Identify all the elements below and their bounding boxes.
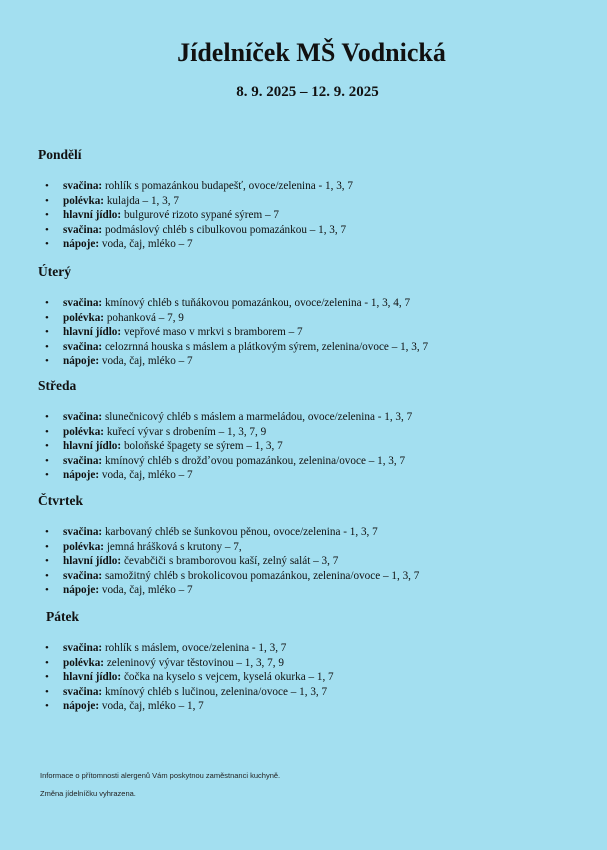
meal-text: boloňské špagety se sýrem – 1, 3, 7 — [123, 440, 283, 453]
meal-type: svačina: — [63, 297, 103, 309]
meal-text: voda, čaj, mléko – 7 — [101, 355, 193, 368]
meal-type: svačina: — [63, 685, 103, 698]
meal-text: kmínový chléb s lučinou, zelenina/ovoce – 1, 3, 7 — [104, 685, 328, 698]
date-range: 8. 9. 2025 – 12. 9. 2025 — [236, 84, 379, 100]
day-tuesday — [38, 264, 578, 369]
meal-type: hlavní jídlo: — [63, 671, 122, 684]
meal-type: polévka: — [63, 540, 105, 553]
meal-text: voda, čaj, mléko – 1, 7 — [101, 700, 204, 713]
page-title: Jídelníček MŠ Vodnická — [177, 38, 446, 67]
day-name: Pátek — [46, 609, 79, 624]
meal-text: vepřové maso v mrkvi s bramborem – 7 — [123, 326, 303, 339]
meal-type: hlavní jídlo: — [63, 555, 122, 568]
meal-text: čočka na kyselo s vejcem, kyselá okurka – 1, 7 — [123, 671, 334, 684]
day-monday — [38, 147, 578, 252]
list-item — [38, 540, 578, 555]
day-friday — [46, 609, 586, 714]
meal-text: bulgurové rizoto sypané sýrem – 7 — [123, 209, 279, 222]
day-name: Úterý — [38, 264, 71, 279]
list-item — [38, 554, 578, 569]
meal-text: kuřecí vývar s drobením – 1, 3, 7, 9 — [106, 425, 267, 438]
meal-text: čevabčiči s bramborovou kaší, zelný salát – 3, 7 — [123, 555, 339, 568]
meal-type: polévka: — [63, 311, 105, 324]
change-note: Změna jídelníčku vyhrazena. — [40, 789, 136, 798]
list-item — [38, 311, 578, 326]
meal-type: svačina: — [63, 526, 103, 538]
list-item — [38, 439, 578, 454]
meal-text: zeleninový vývar těstovinou – 1, 3, 7, 9 — [106, 656, 284, 669]
meal-text: voda, čaj, mléko – 7 — [101, 238, 193, 251]
meal-text: jemná hrášková s krutony – 7, — [106, 540, 242, 553]
list-item — [38, 641, 586, 656]
meal-type: polévka: — [63, 194, 105, 207]
meal-type: svačina: — [63, 180, 103, 192]
meal-list — [38, 296, 578, 369]
day-name: Čtvrtek — [38, 493, 83, 508]
list-item — [38, 656, 586, 671]
meal-type: hlavní jídlo: — [63, 209, 122, 222]
meal-type: svačina: — [63, 569, 103, 582]
meal-type: nápoje: — [63, 238, 100, 251]
list-item — [38, 325, 578, 340]
list-item — [38, 296, 578, 311]
meal-type: nápoje: — [63, 355, 100, 368]
meal-text: slunečnicový chléb s máslem a marmeládou, ovoce/zelenina - 1, 3, 7 — [104, 411, 413, 423]
meal-list — [38, 410, 578, 483]
meal-type: hlavní jídlo: — [63, 326, 122, 339]
meal-text: rohlík s máslem, ovoce/zelenina - 1, 3, 7 — [104, 642, 287, 654]
meal-type: nápoje: — [63, 584, 100, 597]
meal-text: kmínový chléb s droždʼovou pomazánkou, zelenina/ovoce – 1, 3, 7 — [104, 454, 406, 467]
list-item — [38, 425, 578, 440]
list-item — [38, 354, 578, 369]
allergens-note: Informace o přítomnosti alergenů Vám poskytnou zaměstnanci kuchyně. — [40, 771, 281, 780]
meal-list — [38, 179, 578, 252]
meal-type: svačina: — [63, 340, 103, 353]
meal-text: kulajda – 1, 3, 7 — [106, 194, 179, 207]
list-item — [38, 685, 586, 700]
list-item — [38, 569, 578, 584]
meal-type: nápoje: — [63, 469, 100, 482]
list-item — [38, 194, 578, 209]
meal-text: samožitný chléb s brokolicovou pomazánkou, zelenina/ovoce – 1, 3, 7 — [104, 569, 420, 582]
meal-type: svačina: — [63, 642, 103, 654]
meal-type: nápoje: — [63, 700, 100, 713]
meal-type: polévka: — [63, 425, 105, 438]
list-item — [38, 179, 578, 194]
list-item — [38, 525, 578, 540]
list-item — [38, 237, 578, 252]
meal-type: svačina: — [63, 454, 103, 467]
meal-text: kmínový chléb s tuňákovou pomazánkou, ovoce/zelenina - 1, 3, 4, 7 — [104, 297, 411, 309]
list-item — [38, 454, 578, 469]
meal-text: voda, čaj, mléko – 7 — [101, 469, 193, 482]
meal-text: celozrnná houska s máslem a plátkovým sýrem, zelenina/ovoce – 1, 3, 7 — [104, 340, 429, 353]
meal-list — [38, 641, 586, 714]
list-item — [38, 583, 578, 598]
meal-text: pohanková – 7, 9 — [106, 311, 184, 324]
meal-type: svačina: — [63, 223, 103, 236]
meal-type: polévka: — [63, 656, 105, 669]
meal-text: rohlík s pomazánkou budapešť, ovoce/zelenina - 1, 3, 7 — [104, 180, 353, 192]
day-thursday — [38, 493, 578, 598]
list-item — [38, 340, 578, 355]
meal-text: karbovaný chléb se šunkovou pěnou, ovoce/zelenina - 1, 3, 7 — [104, 526, 378, 538]
list-item — [38, 699, 586, 714]
day-name: Středa — [38, 378, 77, 393]
meal-list — [38, 525, 578, 598]
day-name: Pondělí — [38, 147, 82, 162]
list-item — [38, 223, 578, 238]
list-item — [38, 410, 578, 425]
meal-text: voda, čaj, mléko – 7 — [101, 584, 193, 597]
day-wednesday — [38, 378, 578, 483]
meal-type: svačina: — [63, 411, 103, 423]
meal-type: hlavní jídlo: — [63, 440, 122, 453]
meal-text: podmáslový chléb s cibulkovou pomazánkou – 1, 3, 7 — [104, 223, 347, 236]
list-item — [38, 468, 578, 483]
list-item — [38, 208, 578, 223]
list-item — [38, 670, 586, 685]
